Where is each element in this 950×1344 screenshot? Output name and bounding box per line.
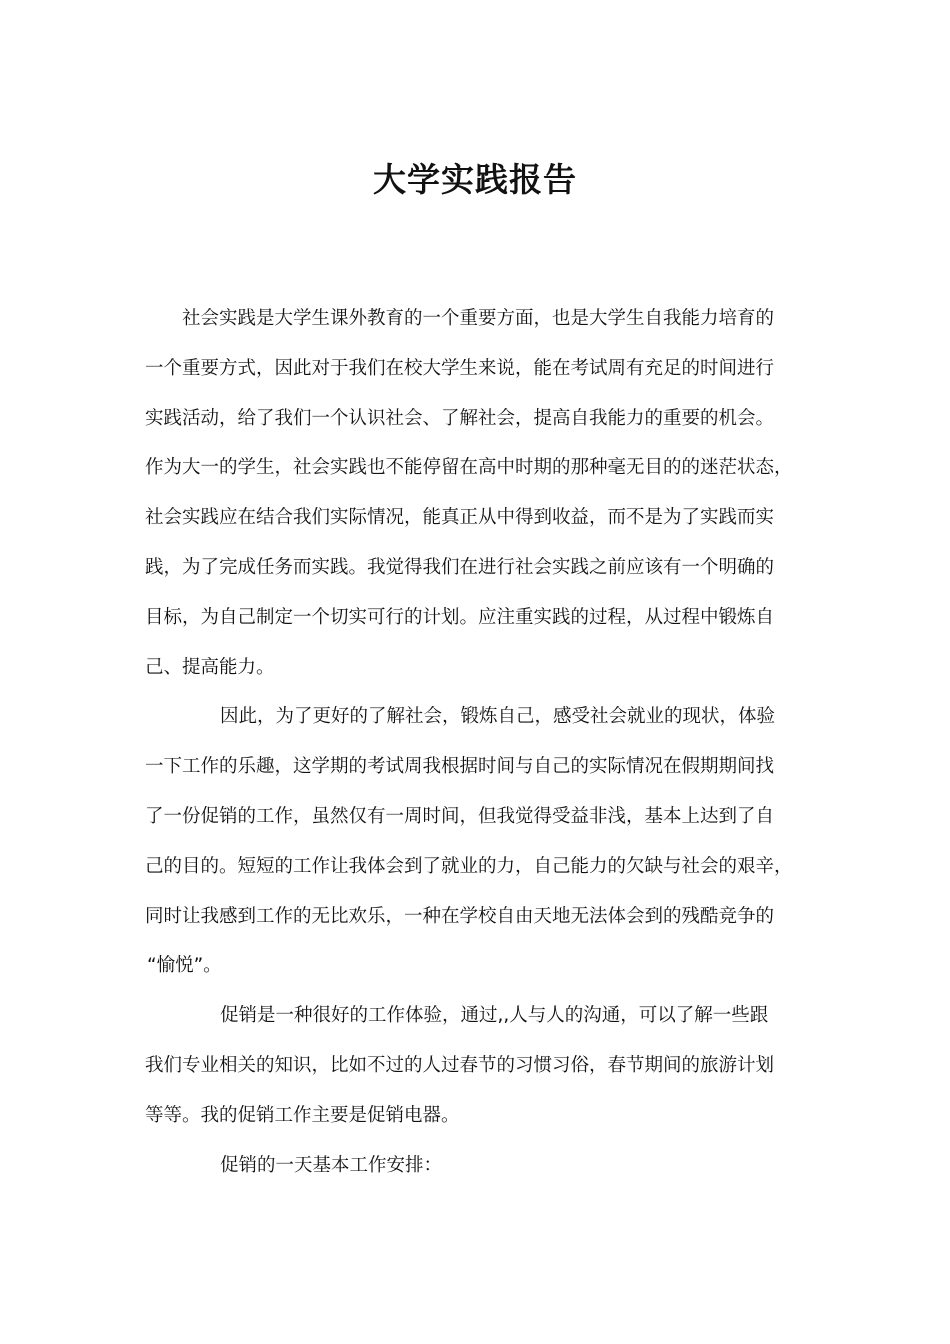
text-line: 目标，为自己制定一个切实可行的计划。应注重实践的过程，从过程中锻炼自 (145, 606, 775, 628)
text-line: 践，为了完成任务而实践。我觉得我们在进行社会实践之前应该有一个明确的 (145, 556, 775, 578)
text-line: 己的目的。短短的工作让我体会到了就业的力，自己能力的欠缺与社会的艰辛， (145, 855, 793, 877)
text-line: 实践活动，给了我们一个认识社会、了解社会，提高自我能力的重要的机会。 (145, 407, 775, 429)
document-body (145, 294, 815, 1190)
text-line: 促销是一种很好的工作体验，通过,,人与人的沟通，可以了解一些跟 (220, 1005, 769, 1027)
text-line: 我们专业相关的知识，比如不过的人过春节的习惯习俗，春节期间的旅游计划 (145, 1054, 775, 1076)
text-line: 等等。我的促销工作主要是促销电器。 (145, 1104, 460, 1126)
text-line: 己、提高能力。 (145, 656, 275, 678)
text-line: 促销的一天基本工作安排： (220, 1154, 443, 1176)
text-line: 社会实践是大学生课外教育的一个重要方面，也是大学生自我能力培育的 (182, 308, 775, 329)
text-line: 同时让我感到工作的无比欢乐，一种在学校自由天地无法体会到的残酷竞争的 (145, 905, 775, 927)
text-line: “愉悦”。 (147, 955, 222, 977)
text-line: 因此，为了更好的了解社会，锻炼自己，感受社会就业的现状，体验 (220, 706, 776, 728)
text-line: 一个重要方式，因此对于我们在校大学生来说，能在考试周有充足的时间进行 (145, 357, 775, 379)
text-line: 作为大一的学生，社会实践也不能停留在高中时期的那种毫无目的的迷茫状态， (145, 457, 793, 479)
document-title: 大学实践报告 (373, 160, 577, 199)
text-line: 了一份促销的工作，虽然仅有一周时间，但我觉得受益非浅，基本上达到了自 (145, 805, 775, 827)
text-line: 一下工作的乐趣，这学期的考试周我根据时间与自己的实际情况在假期期间找 (145, 756, 775, 778)
text-line: 社会实践应在结合我们实际情况，能真正从中得到收益，而不是为了实践而实 (145, 507, 775, 529)
